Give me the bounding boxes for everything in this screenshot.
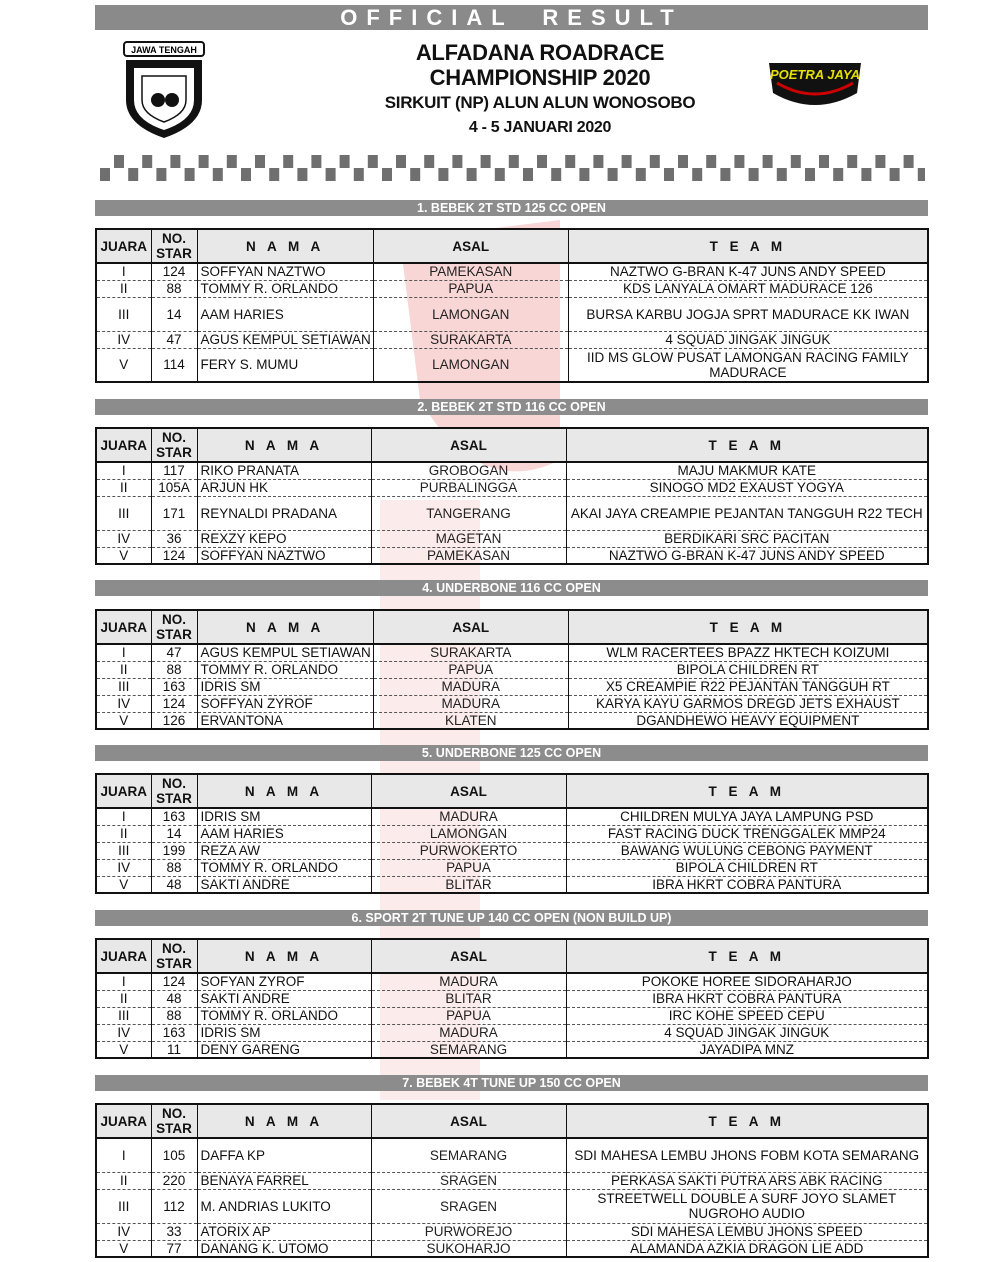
start-number: 114 [151,348,197,382]
no-star-header: NO. STAR [151,229,197,263]
poetra-jaya-logo [765,55,865,113]
asal-header: ASAL [371,1104,566,1138]
table-row [96,1240,928,1257]
position: II [96,825,151,842]
event-title-line1: ALFADANA ROADRACE [415,40,665,65]
position: IV [96,859,151,876]
start-number: 124 [151,695,197,712]
team-name: KDS LANYALA OMART MADURACE 126 [568,280,928,297]
start-number: 14 [151,825,197,842]
origin: GROBOGAN [371,462,566,479]
position: IV [96,1223,151,1240]
asal-header: ASAL [373,610,568,644]
results-table [95,773,929,894]
start-number: 48 [151,876,197,893]
origin: PAMEKASAN [373,263,568,280]
start-number: 47 [151,644,197,661]
position: IV [96,331,151,348]
team-name: NAZTWO G-BRAN K-47 JUNS ANDY SPEED [566,547,928,564]
position: II [96,661,151,678]
rider-name: SAKTI ANDRE [197,876,371,893]
table-row [96,1024,928,1041]
position: I [96,808,151,825]
position: I [96,973,151,990]
rider-name: AGUS KEMPUL SETIAWAN [197,331,373,348]
rider-name: SAKTI ANDRE [197,990,371,1007]
origin: SEMARANG [371,1041,566,1058]
table-row [96,462,928,479]
nama-header: N A M A [197,610,373,644]
team-name: ALAMANDA AZKIA DRAGON LIE ADD [566,1240,928,1257]
origin: PAPUA [373,661,568,678]
no-star-header: NO. STAR [151,774,197,808]
position: V [96,547,151,564]
origin: PURBALINGGA [371,479,566,496]
rider-name: AGUS KEMPUL SETIAWAN [197,644,373,661]
table-header [96,610,928,644]
start-number: 163 [151,1024,197,1041]
origin: BLITAR [371,990,566,1007]
team-name: DGANDHEWO HEAVY EQUIPMENT [568,712,928,729]
team-name: BIPOLA CHILDREN RT [566,859,928,876]
start-number: 220 [151,1172,197,1189]
position: III [96,496,151,530]
results-table [95,938,929,1059]
results-table [95,1103,929,1258]
origin: SRAGEN [371,1172,566,1189]
position: II [96,990,151,1007]
start-number: 88 [151,661,197,678]
origin: MADURA [371,808,566,825]
team-name: SDI MAHESA LEMBU JHONS SPEED [566,1223,928,1240]
table-row [96,496,928,530]
table-row [96,263,928,280]
table-row [96,280,928,297]
rider-name: SOFYAN ZYROF [197,973,371,990]
team-name: IID MS GLOW PUSAT LAMONGAN RACING FAMILY MADURACE [568,348,928,382]
table-row [96,876,928,893]
origin: SURAKARTA [373,331,568,348]
start-number: 124 [151,263,197,280]
juara-header: JUARA [96,1104,151,1138]
position: IV [96,695,151,712]
origin: TANGERANG [371,496,566,530]
start-number: 88 [151,1007,197,1024]
table-row [96,479,928,496]
svg-text:JAWA TENGAH: JAWA TENGAH [131,45,197,55]
position: II [96,280,151,297]
no-star-header: NO. STAR [151,939,197,973]
asal-header: ASAL [371,774,566,808]
position: V [96,1041,151,1058]
position: IV [96,1024,151,1041]
origin: MADURA [371,973,566,990]
rider-name: DANANG K. UTOMO [197,1240,371,1257]
team-name: POKOKE HOREE SIDORAHARJO [566,973,928,990]
rider-name: TOMMY R. ORLANDO [197,859,371,876]
nama-header: N A M A [197,428,371,462]
no-star-header: NO. STAR [151,610,197,644]
rider-name: FERY S. MUMU [197,348,373,382]
table-row [96,712,928,729]
position: III [96,297,151,331]
rider-name: M. ANDRIAS LUKITO [197,1189,371,1223]
nama-header: N A M A [197,939,371,973]
origin: PAPUA [371,1007,566,1024]
table-row [96,547,928,564]
team-name: FAST RACING DUCK TRENGGALEK MMP24 [566,825,928,842]
juara-header: JUARA [96,939,151,973]
start-number: 112 [151,1189,197,1223]
venue: SIRKUIT (NP) ALUN ALUN WONOSOBO [384,93,696,112]
nama-header: N A M A [197,774,371,808]
table-row [96,990,928,1007]
rider-name: IDRIS SM [197,678,373,695]
rider-name: REZA AW [197,842,371,859]
table-row [96,1138,928,1172]
start-number: 47 [151,331,197,348]
table-row [96,695,928,712]
team-name: AKAI JAYA CREAMPIE PEJANTAN TANGGUH R22 TECH [566,496,928,530]
asal-header: ASAL [373,229,568,263]
origin: SUKOHARJO [371,1240,566,1257]
rider-name: DENY GARENG [197,1041,371,1058]
team-name: IRC KOHE SPEED CEPU [566,1007,928,1024]
start-number: 77 [151,1240,197,1257]
position: IV [96,530,151,547]
team-name: JAYADIPA MNZ [566,1041,928,1058]
table-row [96,297,928,331]
team-name: PERKASA SAKTI PUTRA ARS ABK RACING [566,1172,928,1189]
start-number: 163 [151,678,197,695]
start-number: 105A [151,479,197,496]
origin: KLATEN [373,712,568,729]
table-header [96,939,928,973]
nama-header: N A M A [197,229,373,263]
origin: SEMARANG [371,1138,566,1172]
position: I [96,462,151,479]
table-row [96,973,928,990]
team-name: BIPOLA CHILDREN RT [568,661,928,678]
event-date: 4 - 5 JANUARI 2020 [468,119,612,136]
team-name: CHILDREN MULYA JAYA LAMPUNG PSD [566,808,928,825]
section-title: 5. UNDERBONE 125 CC OPEN [95,745,928,761]
position: III [96,1189,151,1223]
start-number: 117 [151,462,197,479]
origin: PAMEKASAN [371,547,566,564]
origin: LAMONGAN [371,825,566,842]
team-name: SINOGO MD2 EXAUST YOGYA [566,479,928,496]
rider-name: DAFFA KP [197,1138,371,1172]
rider-name: IDRIS SM [197,1024,371,1041]
start-number: 88 [151,859,197,876]
asal-header: ASAL [371,939,566,973]
team-name: STREETWELL DOUBLE A SURF JOYO SLAMET NUGROHO AUDIO [566,1189,928,1223]
position: III [96,678,151,695]
position: I [96,1138,151,1172]
team-name: MAJU MAKMUR KATE [566,462,928,479]
start-number: 11 [151,1041,197,1058]
table-header [96,1104,928,1138]
table-row [96,348,928,382]
start-number: 126 [151,712,197,729]
section-title: 7. BEBEK 4T TUNE UP 150 CC OPEN [95,1075,928,1091]
table-row [96,859,928,876]
team-name: NAZTWO G-BRAN K-47 JUNS ANDY SPEED [568,263,928,280]
table-row [96,661,928,678]
start-number: 124 [151,547,197,564]
team-name: 4 SQUAD JINGAK JINGUK [568,331,928,348]
start-number: 124 [151,973,197,990]
position: III [96,842,151,859]
table-row [96,644,928,661]
origin: MAGETAN [371,530,566,547]
team-name: BAWANG WULUNG CEBONG PAYMENT [566,842,928,859]
table-row [96,331,928,348]
team-name: SDI MAHESA LEMBU JHONS FOBM KOTA SEMARANG [566,1138,928,1172]
table-row [96,1041,928,1058]
origin: LAMONGAN [373,348,568,382]
rider-name: ATORIX AP [197,1223,371,1240]
table-header [96,428,928,462]
results-table [95,609,929,730]
juara-header: JUARA [96,428,151,462]
team-name: WLM RACERTEES BPAZZ HKTECH KOIZUMI [568,644,928,661]
origin: MADURA [371,1024,566,1041]
origin: PAPUA [371,859,566,876]
rider-name: RIKO PRANATA [197,462,371,479]
start-number: 171 [151,496,197,530]
start-number: 33 [151,1223,197,1240]
team-name: KARYA KAYU GARMOS DREGD JETS EXHAUST [568,695,928,712]
rider-name: REYNALDI PRADANA [197,496,371,530]
team-header: T E A M [566,1104,928,1138]
results-table [95,228,929,383]
position: V [96,876,151,893]
event-title-line2: CHAMPIONSHIP 2020 [429,65,651,90]
rider-name: BENAYA FARREL [197,1172,371,1189]
official-result-banner: OFFICIAL RESULT [95,5,928,30]
asal-header: ASAL [371,428,566,462]
position: V [96,712,151,729]
table-row [96,1189,928,1223]
section-title: 4. UNDERBONE 116 CC OPEN [95,580,928,596]
table-row [96,530,928,547]
start-number: 14 [151,297,197,331]
team-header: T E A M [566,939,928,973]
event-title [300,40,780,90]
position: II [96,479,151,496]
origin: MADURA [373,678,568,695]
rider-name: TOMMY R. ORLANDO [197,280,373,297]
origin: BLITAR [371,876,566,893]
no-star-header: NO. STAR [151,1104,197,1138]
results-table [95,427,929,565]
rider-name: SOFFYAN ZYROF [197,695,373,712]
team-header: T E A M [568,229,928,263]
rider-name: REXZY KEPO [197,530,371,547]
rider-name: AAM HARIES [197,297,373,331]
position: V [96,1240,151,1257]
position: V [96,348,151,382]
origin: MADURA [373,695,568,712]
section-title: 2. BEBEK 2T STD 116 CC OPEN [95,399,928,415]
rider-name: ARJUN HK [197,479,371,496]
start-number: 199 [151,842,197,859]
team-name: BURSA KARBU JOGJA SPRT MADURACE KK IWAN [568,297,928,331]
team-header: T E A M [566,428,928,462]
position: II [96,1172,151,1189]
origin: SURAKARTA [373,644,568,661]
origin: PURWOKERTO [371,842,566,859]
table-row [96,808,928,825]
table-header [96,774,928,808]
checkered-flag-pattern [100,155,925,182]
team-name: BERDIKARI SRC PACITAN [566,530,928,547]
rider-name: TOMMY R. ORLANDO [197,661,373,678]
section-title: 6. SPORT 2T TUNE UP 140 CC OPEN (NON BUILD UP) [95,910,928,926]
svg-text:POETRA JAYA: POETRA JAYA [769,67,861,82]
origin: PURWOREJO [371,1223,566,1240]
position: III [96,1007,151,1024]
rider-name: TOMMY R. ORLANDO [197,1007,371,1024]
rider-name: IDRIS SM [197,808,371,825]
juara-header: JUARA [96,610,151,644]
start-number: 88 [151,280,197,297]
table-row [96,678,928,695]
rider-name: SOFFYAN NAZTWO [197,263,373,280]
juara-header: JUARA [96,229,151,263]
position: I [96,644,151,661]
start-number: 36 [151,530,197,547]
team-header: T E A M [566,774,928,808]
team-name: IBRA HKRT COBRA PANTURA [566,876,928,893]
juara-header: JUARA [96,774,151,808]
team-name: X5 CREAMPIE R22 PEJANTAN TANGGUH RT [568,678,928,695]
origin: PAPUA [373,280,568,297]
table-header [96,229,928,263]
team-header: T E A M [568,610,928,644]
rider-name: SOFFYAN NAZTWO [197,547,371,564]
start-number: 105 [151,1138,197,1172]
team-name: IBRA HKRT COBRA PANTURA [566,990,928,1007]
team-name: 4 SQUAD JINGAK JINGUK [566,1024,928,1041]
table-row [96,1007,928,1024]
table-row [96,842,928,859]
table-row [96,825,928,842]
section-title: 1. BEBEK 2T STD 125 CC OPEN [95,200,928,216]
origin: LAMONGAN [373,297,568,331]
rider-name: ERVANTONA [197,712,373,729]
table-row [96,1223,928,1240]
origin: SRAGEN [371,1189,566,1223]
start-number: 163 [151,808,197,825]
no-star-header: NO. STAR [151,428,197,462]
table-row [96,1172,928,1189]
position: I [96,263,151,280]
rider-name: AAM HARIES [197,825,371,842]
imi-jawa-tengah-logo [120,40,208,140]
start-number: 48 [151,990,197,1007]
nama-header: N A M A [197,1104,371,1138]
